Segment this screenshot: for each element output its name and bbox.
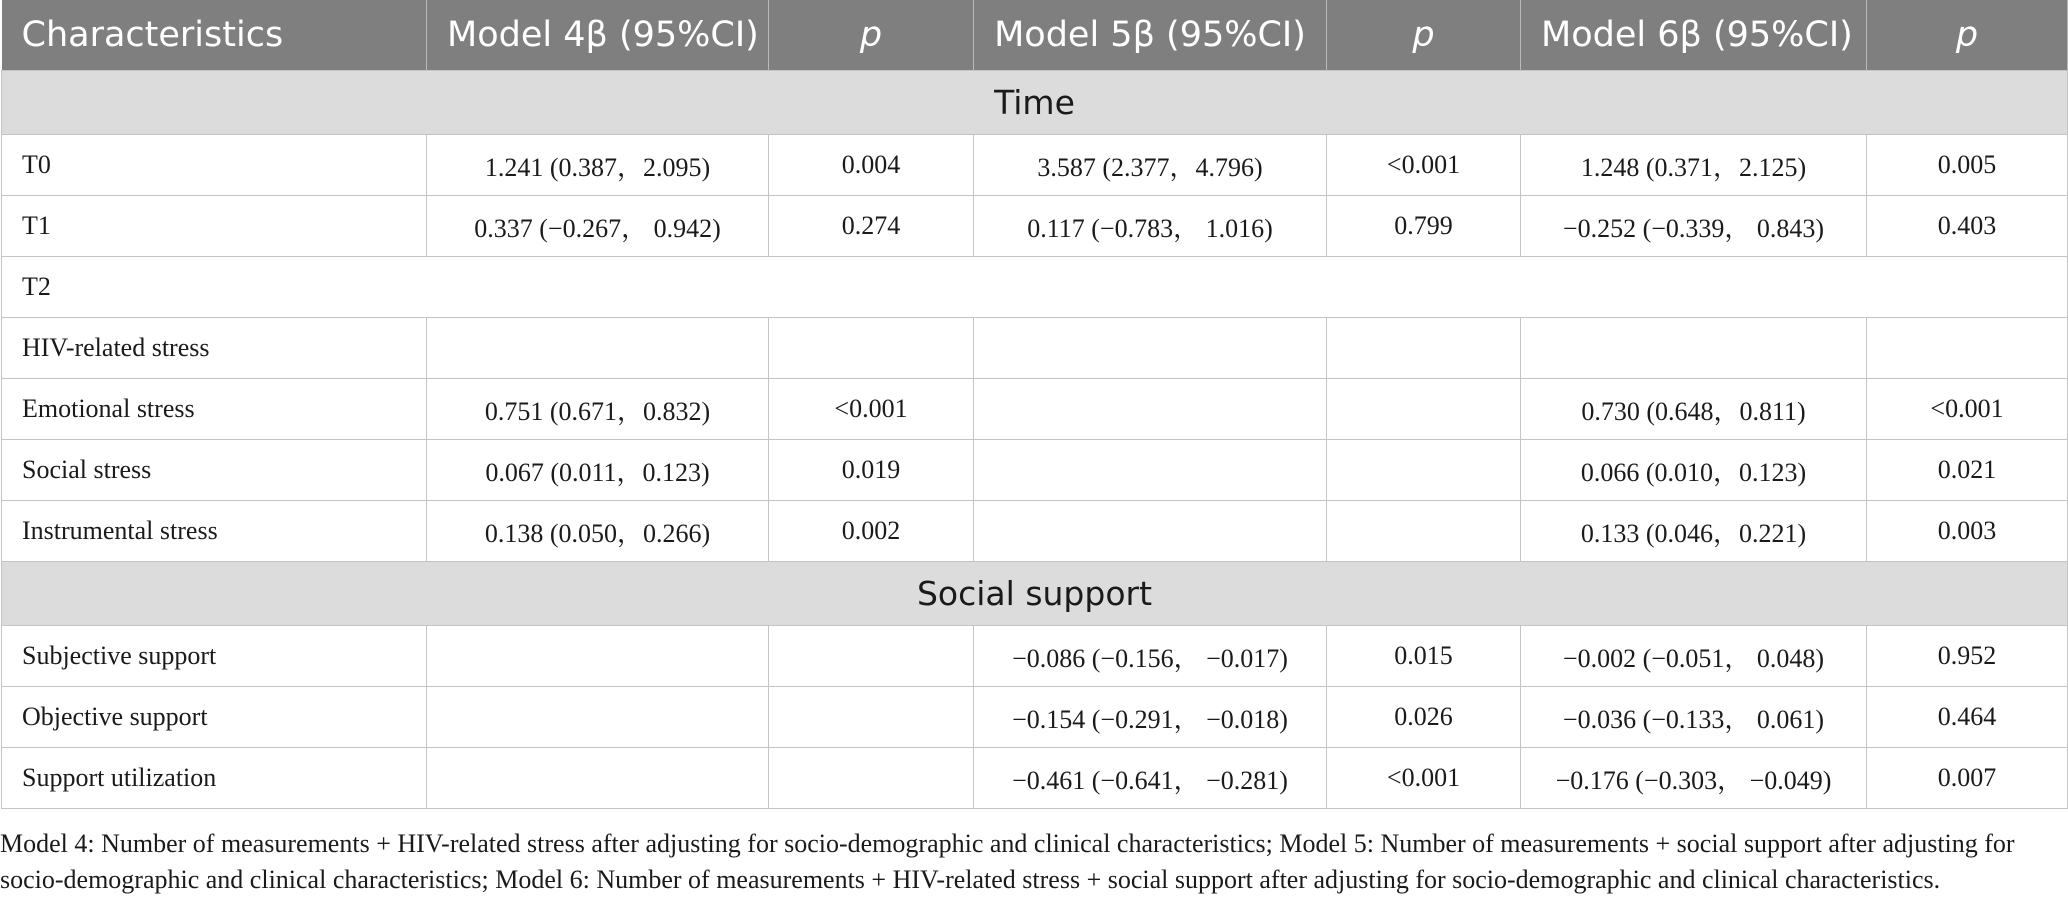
model6-p-cell: 0.007 [1867,748,2068,809]
row-label: Emotional stress [2,379,427,440]
model5-beta-cell: −0.461 (−0.641， −0.281) [974,748,1327,809]
table-row [2,318,2068,379]
header-model5-p: p [1327,0,1521,71]
model5-beta-cell [974,318,1327,379]
model5-beta-cell [974,501,1327,562]
model5-p-cell: <0.001 [1327,748,1521,809]
model6-beta-cell: 0.066 (0.010，0.123) [1521,440,1867,501]
model4-beta-cell: 0.138 (0.050，0.266) [427,501,769,562]
model6-beta-cell: −0.002 (−0.051， 0.048) [1521,626,1867,687]
model5-p-cell: 0.015 [1327,626,1521,687]
model5-beta-cell: −0.086 (−0.156， −0.017) [974,626,1327,687]
table-row [2,687,2068,748]
model4-beta-cell: 0.067 (0.011，0.123) [427,440,769,501]
section-header-row [2,562,2068,626]
table-row [2,501,2068,562]
row-label: T0 [2,135,427,196]
model4-p-cell: <0.001 [769,379,974,440]
model5-beta-cell: 3.587 (2.377，4.796) [974,135,1327,196]
section-title: Social support [2,562,2068,626]
table-row [2,196,2068,257]
row-label: Social stress [2,440,427,501]
table-row [2,626,2068,687]
model4-p-cell: 0.002 [769,501,974,562]
header-model5-beta: Model 5β (95%CI) [974,0,1327,71]
regression-results-table [1,0,2068,809]
row-label: T1 [2,196,427,257]
model5-p-cell: <0.001 [1327,135,1521,196]
model6-beta-cell [1521,318,1867,379]
model4-beta-cell [427,318,769,379]
model6-p-cell: 0.021 [1867,440,2068,501]
row-label: Instrumental stress [2,501,427,562]
model5-p-cell: 0.026 [1327,687,1521,748]
model6-beta-cell: −0.036 (−0.133， 0.061) [1521,687,1867,748]
section-title: Time [2,71,2068,135]
model6-p-cell: 0.403 [1867,196,2068,257]
model4-p-cell [769,318,974,379]
model5-p-cell: 0.799 [1327,196,1521,257]
model6-p-cell: 0.005 [1867,135,2068,196]
model6-p-cell: 0.003 [1867,501,2068,562]
model6-beta-cell: −0.252 (−0.339， 0.843) [1521,196,1867,257]
header-model4-beta: Model 4β (95%CI) [427,0,769,71]
model4-beta-cell [427,748,769,809]
model4-beta-cell [427,626,769,687]
table-row [2,748,2068,809]
model6-p-cell: 0.464 [1867,687,2068,748]
model6-beta-cell: 1.248 (0.371，2.125) [1521,135,1867,196]
model5-beta-cell [974,440,1327,501]
model4-beta-cell: 1.241 (0.387，2.095) [427,135,769,196]
model4-p-cell: 0.019 [769,440,974,501]
model4-p-cell [769,748,974,809]
model6-beta-cell: 0.730 (0.648，0.811) [1521,379,1867,440]
table-header-row [2,0,2068,71]
model5-p-cell [1327,318,1521,379]
row-label: Subjective support [2,626,427,687]
model5-p-cell [1327,440,1521,501]
header-model6-beta: Model 6β (95%CI) [1521,0,1867,71]
model5-p-cell [1327,379,1521,440]
model4-p-cell [769,687,974,748]
model5-p-cell [1327,501,1521,562]
model4-beta-cell: 0.337 (−0.267， 0.942) [427,196,769,257]
model5-beta-cell: 0.117 (−0.783， 1.016) [974,196,1327,257]
row-label: T2 [2,257,2068,318]
row-label: Objective support [2,687,427,748]
model6-beta-cell: 0.133 (0.046，0.221) [1521,501,1867,562]
model4-beta-cell [427,687,769,748]
table-row [2,379,2068,440]
model6-beta-cell: −0.176 (−0.303， −0.049) [1521,748,1867,809]
table-body [2,71,2068,809]
model6-p-cell: 0.952 [1867,626,2068,687]
section-header-row [2,71,2068,135]
table-footnote: Model 4: Number of measurements + HIV-related stress after adjusting for socio-demographic and clinical characteristics; Model 5: Number of measurements + social support after adjusting for socio-demographic and clinical characteristics; Model 6: Number of measurements + HIV-related stress + social support after adjusting for socio-demographic and clinical characteristics. [0,829,2015,894]
table-row [2,135,2068,196]
header-model6-p: p [1867,0,2068,71]
model5-beta-cell: −0.154 (−0.291， −0.018) [974,687,1327,748]
model6-p-cell: <0.001 [1867,379,2068,440]
row-label: HIV-related stress [2,318,427,379]
model4-p-cell [769,626,974,687]
row-label: Support utilization [2,748,427,809]
model4-beta-cell: 0.751 (0.671，0.832) [427,379,769,440]
table-row [2,440,2068,501]
header-model4-p: p [769,0,974,71]
table-row [2,257,2068,318]
model4-p-cell: 0.004 [769,135,974,196]
model4-p-cell: 0.274 [769,196,974,257]
model5-beta-cell [974,379,1327,440]
header-characteristics: Characteristics [2,0,427,71]
model6-p-cell [1867,318,2068,379]
